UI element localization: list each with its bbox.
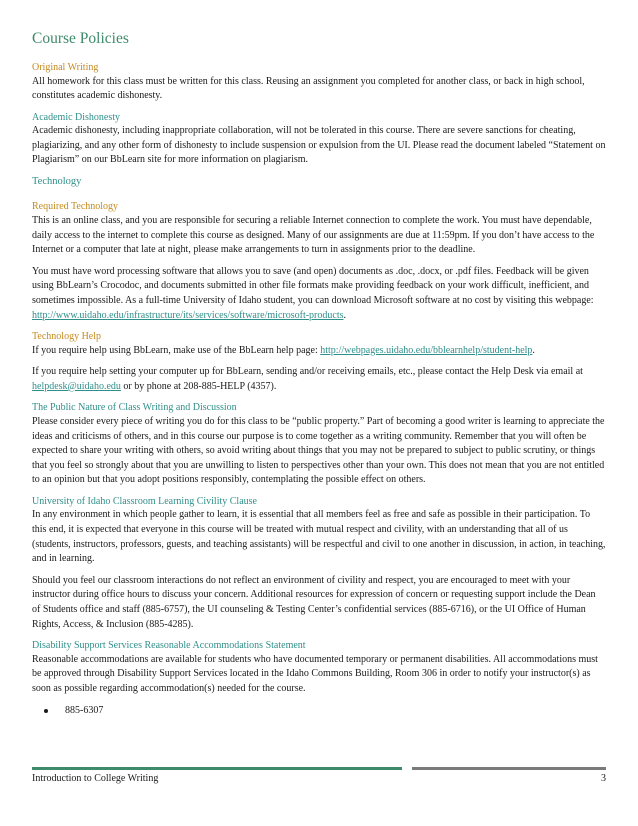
section-academic-dishonesty <box>32 111 606 168</box>
text-academic-dishonesty: Academic dishonesty, including inappropriate collaboration, will not be tolerated in this course. There are severe sanctions for cheating, plagiarizing, and any other form of dishonesty to include suspension or expulsion from the UI. Please read the document labeled “Statement on Plagiarism” on our BbLearn site for more information on plagiarism. <box>32 125 606 166</box>
text-bblearn-help-end: . <box>532 344 535 356</box>
section-technology-help <box>32 330 606 394</box>
list-item <box>32 704 606 718</box>
section-civility-clause <box>32 495 606 632</box>
text-civility-1: In any environment in which people gather to learn, it is essential that all members feel as free and safe as possible in their participation. To this end, it is expected that everyone in this course will be treated with mutual respect and civility, with an understanding that all of us (students, instructors, professors, guests, and teaching assistants) will be respectful and civil to one another in discussion, in action, in teaching, and in learning. <box>32 509 606 565</box>
text-civility-2: Should you feel our classroom interactions do not reflect an environment of civility and respect, you are encouraged to meet with your instructor during office hours to discuss your concern. Additional resources for expression of concern or requesting support include the Dean of Students office and staff (885-6757), the UI counseling & Testing Center’s confidential services (885-6716), or the UI Office of Human Rights, Access, & Inclusion (885-4285). <box>32 574 596 630</box>
text-helpdesk-intro: If you require help setting your computer up for BbLearn, sending and/or receiving emails, etc., please contact the Help Desk via email at <box>32 366 583 378</box>
heading-original-writing: Original Writing <box>32 62 99 73</box>
text-required-technology-1: This is an online class, and you are responsible for securing a reliable Internet connection to complete the work. You must have dependable, daily access to the internet to complete this course as designed. Many of our assignments are due at 11:59pm. If you don’t have access to the Internet or a computer that late at night, please make arrangements to turn in assignments prior to the deadline. <box>32 214 595 256</box>
footer-course-title: Introduction to College Writing <box>32 773 159 784</box>
text-helpdesk-end: or by phone at 208-885-HELP (4357). <box>120 380 277 392</box>
section-required-technology <box>32 200 606 323</box>
page-content <box>32 30 606 724</box>
heading-public-nature: The Public Nature of Class Writing and Discussion <box>32 402 237 414</box>
heading-required-technology: Required Technology <box>32 201 119 213</box>
footer-rule-gray <box>412 767 606 770</box>
section-original-writing <box>32 61 606 104</box>
text-bblearn-help-intro: If you require help using BbLearn, make use of the BbLearn help page: <box>32 344 321 356</box>
text-public-nature: Please consider every piece of writing you do for this class to be “public property.” Part of becoming a good writer is learning to appreciate the ideas and criticisms of others, and in this course our purpose is to come together as a writing community. Remember that you will often be expected to share your writing with others, so avoid writing about things that you may not be prepared to subject to public scrutiny, or things that you feel so strongly about that you are unwilling to listen to perspectives other than your own. This does not mean that you are not entitled to an opinion but that you adopt positions responsibly, contemplating the possible effect on others. <box>32 415 605 486</box>
text-required-technology-2 <box>32 265 606 323</box>
helpdesk-email-link[interactable]: helpdesk@uidaho.edu <box>32 380 121 392</box>
heading-civility-clause: University of Idaho Classroom Learning Civility Clause <box>32 495 257 507</box>
heading-technology: Technology <box>32 175 82 187</box>
text-technology-help-1 <box>32 344 606 359</box>
footer-rule-green <box>32 767 402 770</box>
text-technology-help-2 <box>32 365 606 394</box>
text-original-writing: All homework for this class must be written for this class. Reusing an assignment you completed for another class, or back in high school, constitutes academic dishonesty. <box>32 75 585 102</box>
bblearn-help-link[interactable]: http://webpages.uidaho.edu/bblearnhelp/student-help <box>320 344 533 356</box>
section-public-nature <box>32 401 606 487</box>
section-disability-support <box>32 639 606 718</box>
footer-page-number: 3 <box>601 773 606 784</box>
heading-disability-support: Disability Support Services Reasonable Accommodations Statement <box>32 640 306 652</box>
text-software-end: . <box>343 309 346 321</box>
heading-technology-help: Technology Help <box>32 331 102 343</box>
bullet-icon <box>44 709 48 713</box>
text-software-intro: You must have word processing software that allows you to save (and open) documents as .doc, .docx, or .pdf files. Feedback will be given using BbLearn’s Crocodoc, and documents submitted in other file formats make providing feedback on your work difficult, inefficient, and sometimes impossible. As a full-time University of Idaho student, you can download Microsoft software at no cost by visiting this webpage: <box>32 265 594 306</box>
microsoft-products-link[interactable]: http://www.uidaho.edu/infrastructure/its/services/software/microsoft-products <box>32 309 344 321</box>
disability-phone: 885-6307 <box>65 705 104 717</box>
page-title: Course Policies <box>32 30 129 47</box>
disability-contact-list <box>32 704 606 718</box>
text-disability-support: Reasonable accommodations are available for students who have documented temporary or permanent disabilities. All accommodations must be approved through Disability Support Services located in the Idaho Commons Building, Room 306 in order to notify your instructor(s) as soon as possible regarding accommodation(s) needed for the course. <box>32 653 598 694</box>
heading-academic-dishonesty: Academic Dishonesty <box>32 111 121 123</box>
